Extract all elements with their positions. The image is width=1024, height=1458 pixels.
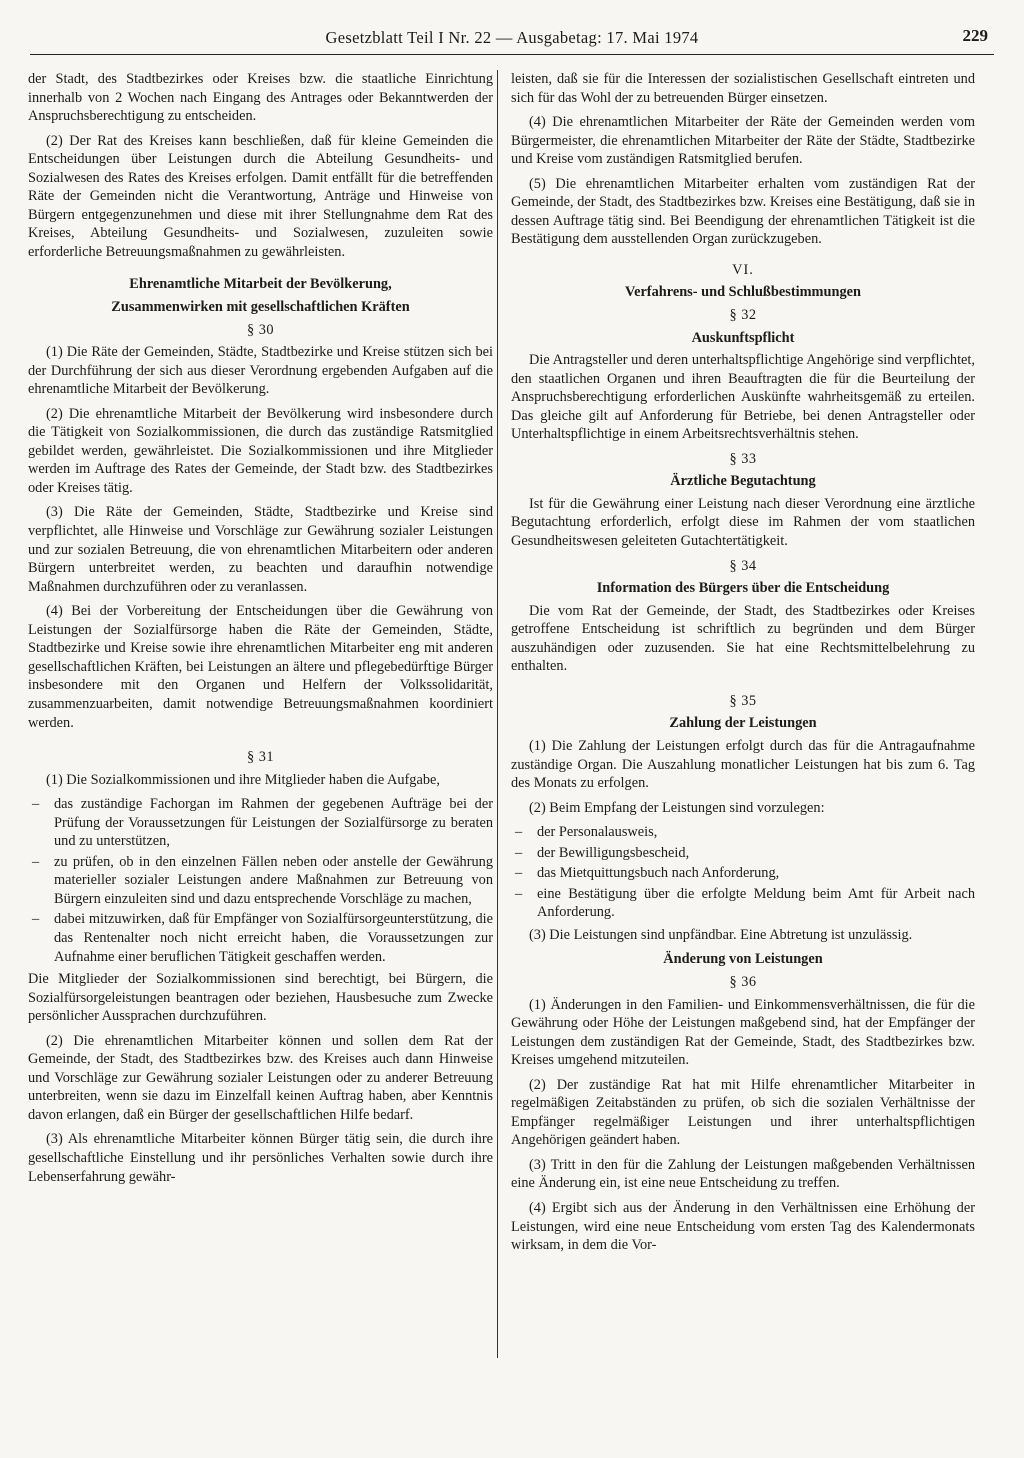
page-number: 229 [962,26,988,45]
paragraph: (4) Die ehrenamtlichen Mitarbeiter der Räte der Gemeinden werden vom Bürgermeister, die ehrenamtlichen Mitarbeiter der Räte der Städte, Stadtbezirke und Kreise vom zuständigen Ratsmitglied berufen. [511,114,975,168]
section-title: Ärztliche Begutachtung [670,473,816,490]
paragraph: (1) Die Sozialkommissionen und ihre Mitglieder haben die Aufgabe, [46,771,440,788]
paragraph: (2) Der zuständige Rat hat mit Hilfe ehrenamtlicher Mitarbeiter in regelmäßigen Zeitabständen zu prüfen, ob sich die sozialen Verhältnisse der Empfänger regelmäßiger Leistungen und ihrer unterhaltspflichtigen Angehörigen geändert haben. [511,1076,975,1149]
list-item: – der Bewilligungsbescheid, [511,844,975,863]
page-header [30,26,994,55]
dash-list [28,795,493,966]
section-number-31: § 31 [246,749,275,766]
paragraph: (5) Die ehrenamtlichen Mitarbeiter erhalten vom zuständigen Rat der Gemeinde, der Stadt, des Stadtbezirkes bzw. Kreises eine Bestätigung, daß sie in dessen Auftrage tätig sind. Bei Beendigung der ehrenamtlichen Tätigkeit ist die Bestätigung dem ausstellenden Organ zurückzugeben. [511,175,975,248]
section-title: Auskunftspflicht [691,329,795,346]
paragraph: (2) Der Rat des Kreises kann beschließen, daß für kleine Gemeinden die Entscheidungen über Leistungen durch die Abteilung Gesundheits- und Sozialwesen des Rates des Kreises erfolgen. Damit entfällt für die betreffenden Räte der Gemeinden nicht die Verantwortung, Anträge und Hinweise von Bürgern entgegenzunehmen und diese mit ihrer Stellungnahme dem Rat des Kreises, Abteilung Gesundheits- und Sozialwesen, zuzuleiten sowie erforderliche Betreuungsmaßnahmen zu gewährleisten. [28,132,493,260]
section-number-32: § 32 [729,307,757,324]
paragraph: Die Mitglieder der Sozialkommissionen sind berechtigt, bei Bürgern, die Sozialfürsorgeleistungen beantragen oder beziehen, Hausbesuche zum Zwecke persönlicher Aussprachen durchzuführen. [28,971,493,1025]
section-number-30: § 30 [246,321,275,338]
paragraph: (3) Die Leistungen sind unpfändbar. Eine Abtretung ist unzulässig. [529,926,913,943]
paragraph: (1) Die Zahlung der Leistungen erfolgt durch das für die Antragaufnahme zuständige Organ. Die Auszahlung monatlicher Leistungen hat bis zum 6. Tag des Monats zu erfolgen. [511,737,975,792]
paragraph: (3) Die Räte der Gemeinden, Städte, Stadtbezirke und Kreise sind verpflichtet, alle Hinweise und Vorschläge zur Gewährung sozialer Leistungen und zur sozialen Betreuung, die von ehrenamtlichen Mitarbeitern oder anderen Bürgern unterbreitet werden, zu beachten und daraufhin notwendige Maßnahmen durchzuführen oder zu veranlassen. [28,504,493,595]
paragraph: (2) Beim Empfang der Leistungen sind vorzulegen: [529,799,825,816]
header-title: Gesetzblatt Teil I Nr. 22 — Ausgabetag: 17. Mai 1974 [325,28,699,47]
left-column [28,70,493,1192]
paragraph: Die vom Rat der Gemeinde, der Stadt, des Stadtbezirkes oder Kreises getroffene Entscheidung ist schriftlich zu begründen und dem Bürger auszuhändigen oder zuzusenden. Sie hat eine Rechtsmittelbelehrung zu enthalten. [511,602,975,675]
section-heading: Zusammenwirken mit gesellschaftlichen Kräften [111,299,410,316]
chapter-number: VI. [732,261,754,278]
section-number-33: § 33 [729,450,757,467]
paragraph-continued: der Stadt, des Stadtbezirkes oder Kreises bzw. die staatliche Einrichtung innerhalb von 2 Wochen nach Eingang des Antrages oder Bekanntwerden der Anspruchsberechtigung zu entscheiden. [28,71,493,125]
section-heading: Ehrenamtliche Mitarbeit der Bevölkerung, [129,276,392,293]
paragraph: (1) Die Räte der Gemeinden, Städte, Stadtbezirke und Kreise stützen sich bei der Durchführung der sich aus dieser Verordnung ergebenden Aufgaben auf die ehrenamtliche Mitarbeit der Bevölkerung. [28,344,493,398]
section-title: Änderung von Leistungen [663,951,823,968]
paragraph: (3) Als ehrenamtliche Mitarbeiter können Bürger tätig sein, die durch ihre gesellschaftliche Einstellung und ihr persönliches Verhalten sowie durch ihre Lebenserfahrung gewähr- [28,1131,493,1185]
paragraph: (4) Bei der Vorbereitung der Entscheidungen über die Gewährung von Leistungen der Sozialfürsorge haben die Räte der Gemeinden, Städte, Stadtbezirke und Kreise sowie ihre ehrenamtlichen Mitarbeiter eng mit anderen gesellschaftlichen Kräften, bei Leistungen an ältere und pflegebedürftige Bürger insbesondere mit den Organen und Helfern der Volkssolidarität, zusammenzuarbeiten, damit notwendige Betreuungsmaßnahmen koordiniert werden. [28,603,493,731]
section-number-35: § 35 [729,692,757,709]
dash-list [511,823,975,922]
paragraph: (2) Die ehrenamtlichen Mitarbeiter können und sollen dem Rat der Gemeinde, der Stadt, des Stadtbezirkes bzw. des Kreises auch dann Hinweise und Vorschläge zur Gewährung sozialer Leistungen oder zu anderer Betreuung unterbreiten, wenn sie dazu im Einzelfall keinen Auftrag haben, aber Kenntnis davon erlangen, daß ein Bürger der gesellschaftlichen Hilfe bedarf. [28,1032,493,1123]
paragraph: (4) Ergibt sich aus der Änderung in den Verhältnissen eine Erhöhung der Leistungen, wird eine neue Entscheidung vom ersten Tag des Kalendermonats wirksam, in dem die Vor- [511,1199,975,1254]
paragraph-continued: leisten, daß sie für die Interessen der sozialistischen Gesellschaft eintreten und sich für das Wohl der zu betreuenden Bürger einsetzen. [511,71,975,106]
section-number-36: § 36 [729,973,757,990]
right-column [511,70,975,1261]
section-number-34: § 34 [729,557,757,574]
list-item: – zu prüfen, ob in den einzelnen Fällen neben oder anstelle der Gewährung materieller sozialer Leistungen andere Maßnahmen zur Betreuung von Bürgern einzuleiten sind und dazu entsprechende Vorschläge zu machen, [28,853,493,909]
paragraph: (1) Änderungen in den Familien- und Einkommensverhältnissen, die für die Gewährung oder Höhe der Leistungen maßgebend sind, hat der Empfänger der Leistungen dem zuständigen Rat der Gemeinde, Stadt, des Stadtbezirkes bzw. Kreises umgehend mitzuteilen. [511,996,975,1069]
paragraph: (3) Tritt in den für die Zahlung der Leistungen maßgebenden Verhältnissen eine Änderung ein, ist eine neue Entscheidung zu treffen. [511,1156,975,1192]
section-title: Zahlung der Leistungen [669,715,817,732]
paragraph: Die Antragsteller und deren unterhaltspflichtige Angehörige sind verpflichtet, den staatlichen Organen und ihren Beauftragten die für die Beurteilung der Anspruchsberechtigung erforderlichen Auskünfte wahrheitsgemäß zu erteilen. Das gleiche gilt auf Anforderung für Betriebe, bei denen Antragsteller oder Unterhaltspflichtige in einem Arbeitsrechtsverhältnis stehen. [511,352,975,443]
list-item: – dabei mitzuwirken, daß für Empfänger von Sozialfürsorgeunterstützung, die das Rentenalter noch nicht erreicht haben, die Voraussetzungen zur Aufnahme einer beruflichen Tätigkeit geschaffen werden. [28,910,493,966]
list-item: – der Personalausweis, [511,823,975,842]
column-divider [497,70,498,1358]
list-item: – eine Bestätigung über die erfolgte Meldung beim Amt für Arbeit nach Anforderung. [511,885,975,922]
paragraph: Ist für die Gewährung einer Leistung nach dieser Verordnung eine ärztliche Begutachtung erforderlich, erfolgt diese im Rahmen der vom staatlichen Gesundheitswesen geleiteten Gutachtertätigkeit. [511,495,975,550]
paragraph: (2) Die ehrenamtliche Mitarbeit der Bevölkerung wird insbesondere durch die Tätigkeit von Sozialkommissionen, die durch das zuständige Ratsmitglied gebildet werden, gewährleistet. Die Sozialkommissionen und ihre Mitglieder werden im Auftrage des Rates der Gemeinde, der Stadt bzw. des Stadtbezirkes oder Kreises tätig. [28,405,493,496]
chapter-heading: Verfahrens- und Schlußbestimmungen [625,284,861,301]
list-item: – das Mietquittungsbuch nach Anforderung, [511,864,975,883]
section-title: Information des Bürgers über die Entscheidung [596,580,890,597]
list-item: – das zuständige Fachorgan im Rahmen der gegebenen Aufträge bei der Prüfung der Voraussetzungen für Leistungen der Sozialfürsorge zu beraten und zu unterstützen, [28,795,493,851]
